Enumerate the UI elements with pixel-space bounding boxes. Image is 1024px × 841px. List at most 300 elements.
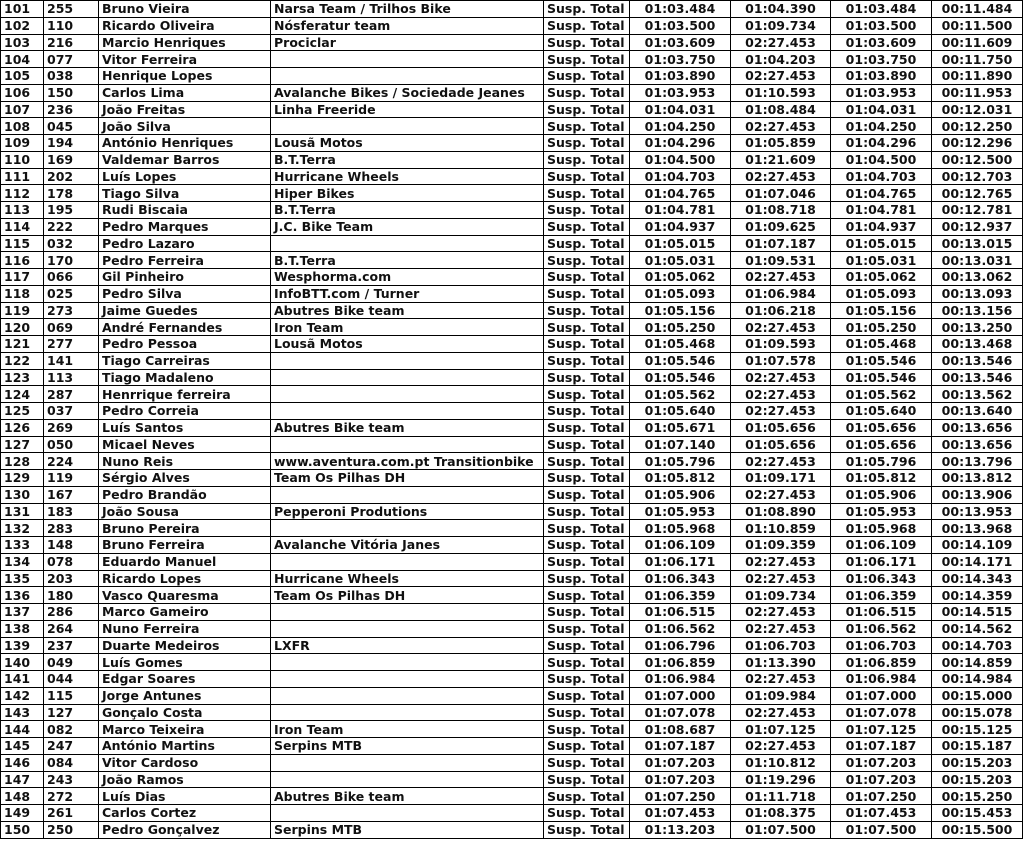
team-cell: Iron Team <box>271 721 544 738</box>
bib-number-cell: 261 <box>44 805 99 822</box>
best-time-cell: 01:05.015 <box>831 235 932 252</box>
bib-number-cell: 195 <box>44 202 99 219</box>
run1-time-cell: 01:07.203 <box>630 754 731 771</box>
rider-name-cell: João Freitas <box>99 101 271 118</box>
table-row <box>1 17 1023 34</box>
run2-time-cell: 01:09.984 <box>731 687 831 704</box>
position-cell: 112 <box>1 185 44 202</box>
time-gap-cell: 00:15.453 <box>932 805 1023 822</box>
position-cell: 110 <box>1 151 44 168</box>
position-cell: 140 <box>1 654 44 671</box>
table-row <box>1 704 1023 721</box>
bib-number-cell: 203 <box>44 570 99 587</box>
time-gap-cell: 00:13.031 <box>932 252 1023 269</box>
team-cell <box>271 520 544 537</box>
team-cell: Hiper Bikes <box>271 185 544 202</box>
rider-name-cell: Vasco Quaresma <box>99 587 271 604</box>
category-cell: Susp. Total <box>544 269 630 286</box>
bib-number-cell: 077 <box>44 51 99 68</box>
rider-name-cell: Pedro Pessoa <box>99 336 271 353</box>
team-cell <box>271 671 544 688</box>
run1-time-cell: 01:05.468 <box>630 336 731 353</box>
category-cell: Susp. Total <box>544 436 630 453</box>
bib-number-cell: 287 <box>44 386 99 403</box>
best-time-cell: 01:04.765 <box>831 185 932 202</box>
run2-time-cell: 01:05.859 <box>731 135 831 152</box>
position-cell: 103 <box>1 34 44 51</box>
rider-name-cell: Ricardo Oliveira <box>99 17 271 34</box>
table-row <box>1 352 1023 369</box>
table-row <box>1 805 1023 822</box>
rider-name-cell: Luís Lopes <box>99 168 271 185</box>
bib-number-cell: 236 <box>44 101 99 118</box>
table-row <box>1 1 1023 18</box>
position-cell: 130 <box>1 486 44 503</box>
rider-name-cell: Henrique Lopes <box>99 68 271 85</box>
team-cell: B.T.Terra <box>271 252 544 269</box>
team-cell <box>271 754 544 771</box>
bib-number-cell: 082 <box>44 721 99 738</box>
run2-time-cell: 01:07.046 <box>731 185 831 202</box>
time-gap-cell: 00:11.500 <box>932 17 1023 34</box>
bib-number-cell: 277 <box>44 336 99 353</box>
run2-time-cell: 02:27.453 <box>731 604 831 621</box>
run2-time-cell: 01:04.390 <box>731 1 831 18</box>
rider-name-cell: Marco Teixeira <box>99 721 271 738</box>
run1-time-cell: 01:07.000 <box>630 687 731 704</box>
rider-name-cell: Pedro Gonçalvez <box>99 821 271 838</box>
category-cell: Susp. Total <box>544 352 630 369</box>
table-row <box>1 553 1023 570</box>
table-row <box>1 570 1023 587</box>
run2-time-cell: 01:10.859 <box>731 520 831 537</box>
bib-number-cell: 113 <box>44 369 99 386</box>
run2-time-cell: 01:04.203 <box>731 51 831 68</box>
best-time-cell: 01:03.484 <box>831 1 932 18</box>
best-time-cell: 01:07.187 <box>831 738 932 755</box>
category-cell: Susp. Total <box>544 151 630 168</box>
bib-number-cell: 045 <box>44 118 99 135</box>
time-gap-cell: 00:12.703 <box>932 168 1023 185</box>
run1-time-cell: 01:04.937 <box>630 218 731 235</box>
team-cell <box>271 235 544 252</box>
table-row <box>1 453 1023 470</box>
position-cell: 120 <box>1 319 44 336</box>
table-row <box>1 185 1023 202</box>
run2-time-cell: 01:06.984 <box>731 285 831 302</box>
best-time-cell: 01:06.859 <box>831 654 932 671</box>
best-time-cell: 01:04.781 <box>831 202 932 219</box>
best-time-cell: 01:05.093 <box>831 285 932 302</box>
run1-time-cell: 01:03.890 <box>630 68 731 85</box>
team-cell: Serpins MTB <box>271 738 544 755</box>
best-time-cell: 01:05.546 <box>831 352 932 369</box>
position-cell: 118 <box>1 285 44 302</box>
time-gap-cell: 00:14.859 <box>932 654 1023 671</box>
run1-time-cell: 01:03.484 <box>630 1 731 18</box>
bib-number-cell: 264 <box>44 620 99 637</box>
team-cell <box>271 654 544 671</box>
position-cell: 138 <box>1 620 44 637</box>
table-row <box>1 503 1023 520</box>
table-row <box>1 520 1023 537</box>
team-cell: InfoBTT.com / Turner <box>271 285 544 302</box>
rider-name-cell: Edgar Soares <box>99 671 271 688</box>
run1-time-cell: 01:05.093 <box>630 285 731 302</box>
best-time-cell: 01:06.515 <box>831 604 932 621</box>
rider-name-cell: João Silva <box>99 118 271 135</box>
table-row <box>1 788 1023 805</box>
position-cell: 123 <box>1 369 44 386</box>
rider-name-cell: Marcio Henriques <box>99 34 271 51</box>
table-row <box>1 470 1023 487</box>
time-gap-cell: 00:14.343 <box>932 570 1023 587</box>
position-cell: 144 <box>1 721 44 738</box>
table-row <box>1 754 1023 771</box>
category-cell: Susp. Total <box>544 671 630 688</box>
time-gap-cell: 00:14.359 <box>932 587 1023 604</box>
run1-time-cell: 01:05.906 <box>630 486 731 503</box>
rider-name-cell: Nuno Ferreira <box>99 620 271 637</box>
rider-name-cell: Nuno Reis <box>99 453 271 470</box>
time-gap-cell: 00:13.656 <box>932 436 1023 453</box>
bib-number-cell: 269 <box>44 419 99 436</box>
table-row <box>1 235 1023 252</box>
run2-time-cell: 01:13.390 <box>731 654 831 671</box>
position-cell: 124 <box>1 386 44 403</box>
table-row <box>1 101 1023 118</box>
time-gap-cell: 00:15.203 <box>932 754 1023 771</box>
rider-name-cell: Luís Dias <box>99 788 271 805</box>
table-row <box>1 604 1023 621</box>
bib-number-cell: 050 <box>44 436 99 453</box>
bib-number-cell: 194 <box>44 135 99 152</box>
time-gap-cell: 00:11.890 <box>932 68 1023 85</box>
team-cell: Lousã Motos <box>271 135 544 152</box>
table-row <box>1 386 1023 403</box>
run1-time-cell: 01:06.109 <box>630 537 731 554</box>
table-row <box>1 537 1023 554</box>
best-time-cell: 01:06.984 <box>831 671 932 688</box>
run2-time-cell: 02:27.453 <box>731 486 831 503</box>
rider-name-cell: Rudi Biscaia <box>99 202 271 219</box>
run1-time-cell: 01:06.796 <box>630 637 731 654</box>
bib-number-cell: 167 <box>44 486 99 503</box>
best-time-cell: 01:04.500 <box>831 151 932 168</box>
category-cell: Susp. Total <box>544 68 630 85</box>
category-cell: Susp. Total <box>544 336 630 353</box>
rider-name-cell: António Martins <box>99 738 271 755</box>
time-gap-cell: 00:13.906 <box>932 486 1023 503</box>
bib-number-cell: 272 <box>44 788 99 805</box>
run1-time-cell: 01:05.812 <box>630 470 731 487</box>
position-cell: 141 <box>1 671 44 688</box>
run1-time-cell: 01:04.781 <box>630 202 731 219</box>
table-row <box>1 34 1023 51</box>
best-time-cell: 01:06.359 <box>831 587 932 604</box>
run2-time-cell: 02:27.453 <box>731 620 831 637</box>
run1-time-cell: 01:05.671 <box>630 419 731 436</box>
team-cell: Abutres Bike team <box>271 419 544 436</box>
time-gap-cell: 00:13.546 <box>932 369 1023 386</box>
team-cell <box>271 51 544 68</box>
best-time-cell: 01:04.031 <box>831 101 932 118</box>
run2-time-cell: 02:27.453 <box>731 168 831 185</box>
table-row <box>1 654 1023 671</box>
time-gap-cell: 00:11.953 <box>932 84 1023 101</box>
bib-number-cell: 202 <box>44 168 99 185</box>
run2-time-cell: 02:27.453 <box>731 453 831 470</box>
bib-number-cell: 224 <box>44 453 99 470</box>
rider-name-cell: Pedro Brandão <box>99 486 271 503</box>
position-cell: 135 <box>1 570 44 587</box>
rider-name-cell: Carlos Cortez <box>99 805 271 822</box>
time-gap-cell: 00:15.000 <box>932 687 1023 704</box>
position-cell: 117 <box>1 269 44 286</box>
rider-name-cell: João Ramos <box>99 771 271 788</box>
rider-name-cell: André Fernandes <box>99 319 271 336</box>
best-time-cell: 01:05.250 <box>831 319 932 336</box>
team-cell: LXFR <box>271 637 544 654</box>
bib-number-cell: 078 <box>44 553 99 570</box>
position-cell: 133 <box>1 537 44 554</box>
position-cell: 145 <box>1 738 44 755</box>
category-cell: Susp. Total <box>544 570 630 587</box>
position-cell: 108 <box>1 118 44 135</box>
run2-time-cell: 02:27.453 <box>731 704 831 721</box>
table-row <box>1 486 1023 503</box>
rider-name-cell: Pedro Lazaro <box>99 235 271 252</box>
rider-name-cell: Luís Santos <box>99 419 271 436</box>
best-time-cell: 01:05.953 <box>831 503 932 520</box>
position-cell: 115 <box>1 235 44 252</box>
position-cell: 106 <box>1 84 44 101</box>
category-cell: Susp. Total <box>544 604 630 621</box>
run1-time-cell: 01:06.343 <box>630 570 731 587</box>
run1-time-cell: 01:05.031 <box>630 252 731 269</box>
run1-time-cell: 01:05.015 <box>630 235 731 252</box>
team-cell: Avalanche Bikes / Sociedade Jeanes <box>271 84 544 101</box>
time-gap-cell: 00:11.609 <box>932 34 1023 51</box>
team-cell: Wesphorma.com <box>271 269 544 286</box>
team-cell <box>271 403 544 420</box>
run2-time-cell: 02:27.453 <box>731 570 831 587</box>
time-gap-cell: 00:14.703 <box>932 637 1023 654</box>
rider-name-cell: António Henriques <box>99 135 271 152</box>
run1-time-cell: 01:05.250 <box>630 319 731 336</box>
bib-number-cell: 222 <box>44 218 99 235</box>
run1-time-cell: 01:05.546 <box>630 369 731 386</box>
best-time-cell: 01:06.703 <box>831 637 932 654</box>
table-row <box>1 319 1023 336</box>
best-time-cell: 01:05.656 <box>831 419 932 436</box>
run1-time-cell: 01:06.359 <box>630 587 731 604</box>
category-cell: Susp. Total <box>544 537 630 554</box>
category-cell: Susp. Total <box>544 771 630 788</box>
team-cell: Serpins MTB <box>271 821 544 838</box>
run1-time-cell: 01:06.562 <box>630 620 731 637</box>
bib-number-cell: 119 <box>44 470 99 487</box>
results-body <box>1 1 1023 839</box>
run2-time-cell: 01:09.734 <box>731 587 831 604</box>
position-cell: 134 <box>1 553 44 570</box>
time-gap-cell: 00:13.562 <box>932 386 1023 403</box>
category-cell: Susp. Total <box>544 34 630 51</box>
rider-name-cell: Luís Gomes <box>99 654 271 671</box>
best-time-cell: 01:05.062 <box>831 269 932 286</box>
best-time-cell: 01:05.546 <box>831 369 932 386</box>
team-cell: Hurricane Wheels <box>271 570 544 587</box>
position-cell: 105 <box>1 68 44 85</box>
time-gap-cell: 00:13.156 <box>932 302 1023 319</box>
time-gap-cell: 00:14.984 <box>932 671 1023 688</box>
category-cell: Susp. Total <box>544 302 630 319</box>
rider-name-cell: Carlos Lima <box>99 84 271 101</box>
rider-name-cell: Tiago Madaleno <box>99 369 271 386</box>
category-cell: Susp. Total <box>544 453 630 470</box>
bib-number-cell: 049 <box>44 654 99 671</box>
table-row <box>1 771 1023 788</box>
best-time-cell: 01:07.500 <box>831 821 932 838</box>
table-row <box>1 84 1023 101</box>
run2-time-cell: 02:27.453 <box>731 319 831 336</box>
team-cell: Nósferatur team <box>271 17 544 34</box>
run2-time-cell: 01:09.625 <box>731 218 831 235</box>
best-time-cell: 01:06.562 <box>831 620 932 637</box>
bib-number-cell: 250 <box>44 821 99 838</box>
table-row <box>1 620 1023 637</box>
best-time-cell: 01:06.343 <box>831 570 932 587</box>
time-gap-cell: 00:13.468 <box>932 336 1023 353</box>
category-cell: Susp. Total <box>544 738 630 755</box>
time-gap-cell: 00:13.546 <box>932 352 1023 369</box>
team-cell: Avalanche Vitória Janes <box>271 537 544 554</box>
category-cell: Susp. Total <box>544 17 630 34</box>
time-gap-cell: 00:14.515 <box>932 604 1023 621</box>
team-cell: J.C. Bike Team <box>271 218 544 235</box>
time-gap-cell: 00:11.750 <box>932 51 1023 68</box>
category-cell: Susp. Total <box>544 369 630 386</box>
best-time-cell: 01:03.750 <box>831 51 932 68</box>
run2-time-cell: 01:07.500 <box>731 821 831 838</box>
best-time-cell: 01:03.890 <box>831 68 932 85</box>
category-cell: Susp. Total <box>544 805 630 822</box>
position-cell: 125 <box>1 403 44 420</box>
category-cell: Susp. Total <box>544 704 630 721</box>
category-cell: Susp. Total <box>544 403 630 420</box>
best-time-cell: 01:07.203 <box>831 771 932 788</box>
best-time-cell: 01:05.562 <box>831 386 932 403</box>
time-gap-cell: 00:14.562 <box>932 620 1023 637</box>
table-row <box>1 436 1023 453</box>
run2-time-cell: 02:27.453 <box>731 403 831 420</box>
bib-number-cell: 044 <box>44 671 99 688</box>
team-cell: Team Os Pilhas DH <box>271 587 544 604</box>
best-time-cell: 01:05.656 <box>831 436 932 453</box>
team-cell: Abutres Bike team <box>271 788 544 805</box>
best-time-cell: 01:04.296 <box>831 135 932 152</box>
team-cell: www.aventura.com.pt Transitionbike <box>271 453 544 470</box>
rider-name-cell: Vitor Ferreira <box>99 51 271 68</box>
category-cell: Susp. Total <box>544 84 630 101</box>
run1-time-cell: 01:13.203 <box>630 821 731 838</box>
bib-number-cell: 178 <box>44 185 99 202</box>
team-cell <box>271 436 544 453</box>
table-row <box>1 821 1023 838</box>
rider-name-cell: Marco Gameiro <box>99 604 271 621</box>
team-cell <box>271 604 544 621</box>
team-cell: Abutres Bike team <box>271 302 544 319</box>
table-row <box>1 721 1023 738</box>
rider-name-cell: Pedro Correia <box>99 403 271 420</box>
run2-time-cell: 02:27.453 <box>731 68 831 85</box>
rider-name-cell: Pedro Marques <box>99 218 271 235</box>
best-time-cell: 01:05.640 <box>831 403 932 420</box>
time-gap-cell: 00:15.078 <box>932 704 1023 721</box>
run1-time-cell: 01:06.515 <box>630 604 731 621</box>
run1-time-cell: 01:07.203 <box>630 771 731 788</box>
best-time-cell: 01:04.703 <box>831 168 932 185</box>
time-gap-cell: 00:12.500 <box>932 151 1023 168</box>
category-cell: Susp. Total <box>544 319 630 336</box>
time-gap-cell: 00:15.203 <box>932 771 1023 788</box>
table-row <box>1 285 1023 302</box>
table-row <box>1 135 1023 152</box>
rider-name-cell: Henrrique ferreira <box>99 386 271 403</box>
run1-time-cell: 01:05.156 <box>630 302 731 319</box>
bib-number-cell: 243 <box>44 771 99 788</box>
team-cell <box>271 771 544 788</box>
rider-name-cell: Pedro Ferreira <box>99 252 271 269</box>
run2-time-cell: 02:27.453 <box>731 269 831 286</box>
run2-time-cell: 02:27.453 <box>731 118 831 135</box>
run2-time-cell: 01:09.593 <box>731 336 831 353</box>
bib-number-cell: 148 <box>44 537 99 554</box>
time-gap-cell: 00:15.125 <box>932 721 1023 738</box>
time-gap-cell: 00:13.953 <box>932 503 1023 520</box>
rider-name-cell: Sérgio Alves <box>99 470 271 487</box>
rider-name-cell: Pedro Silva <box>99 285 271 302</box>
run2-time-cell: 01:06.703 <box>731 637 831 654</box>
table-row <box>1 738 1023 755</box>
position-cell: 131 <box>1 503 44 520</box>
bib-number-cell: 180 <box>44 587 99 604</box>
time-gap-cell: 00:13.250 <box>932 319 1023 336</box>
run1-time-cell: 01:05.968 <box>630 520 731 537</box>
bib-number-cell: 069 <box>44 319 99 336</box>
best-time-cell: 01:05.796 <box>831 453 932 470</box>
run1-time-cell: 01:08.687 <box>630 721 731 738</box>
time-gap-cell: 00:13.015 <box>932 235 1023 252</box>
category-cell: Susp. Total <box>544 218 630 235</box>
run2-time-cell: 01:11.718 <box>731 788 831 805</box>
run1-time-cell: 01:06.859 <box>630 654 731 671</box>
category-cell: Susp. Total <box>544 486 630 503</box>
rider-name-cell: Ricardo Lopes <box>99 570 271 587</box>
position-cell: 146 <box>1 754 44 771</box>
table-row <box>1 302 1023 319</box>
bib-number-cell: 141 <box>44 352 99 369</box>
position-cell: 119 <box>1 302 44 319</box>
bib-number-cell: 110 <box>44 17 99 34</box>
run2-time-cell: 01:07.578 <box>731 352 831 369</box>
bib-number-cell: 084 <box>44 754 99 771</box>
bib-number-cell: 025 <box>44 285 99 302</box>
run1-time-cell: 01:05.062 <box>630 269 731 286</box>
run2-time-cell: 01:05.656 <box>731 436 831 453</box>
bib-number-cell: 237 <box>44 637 99 654</box>
rider-name-cell: Vitor Cardoso <box>99 754 271 771</box>
